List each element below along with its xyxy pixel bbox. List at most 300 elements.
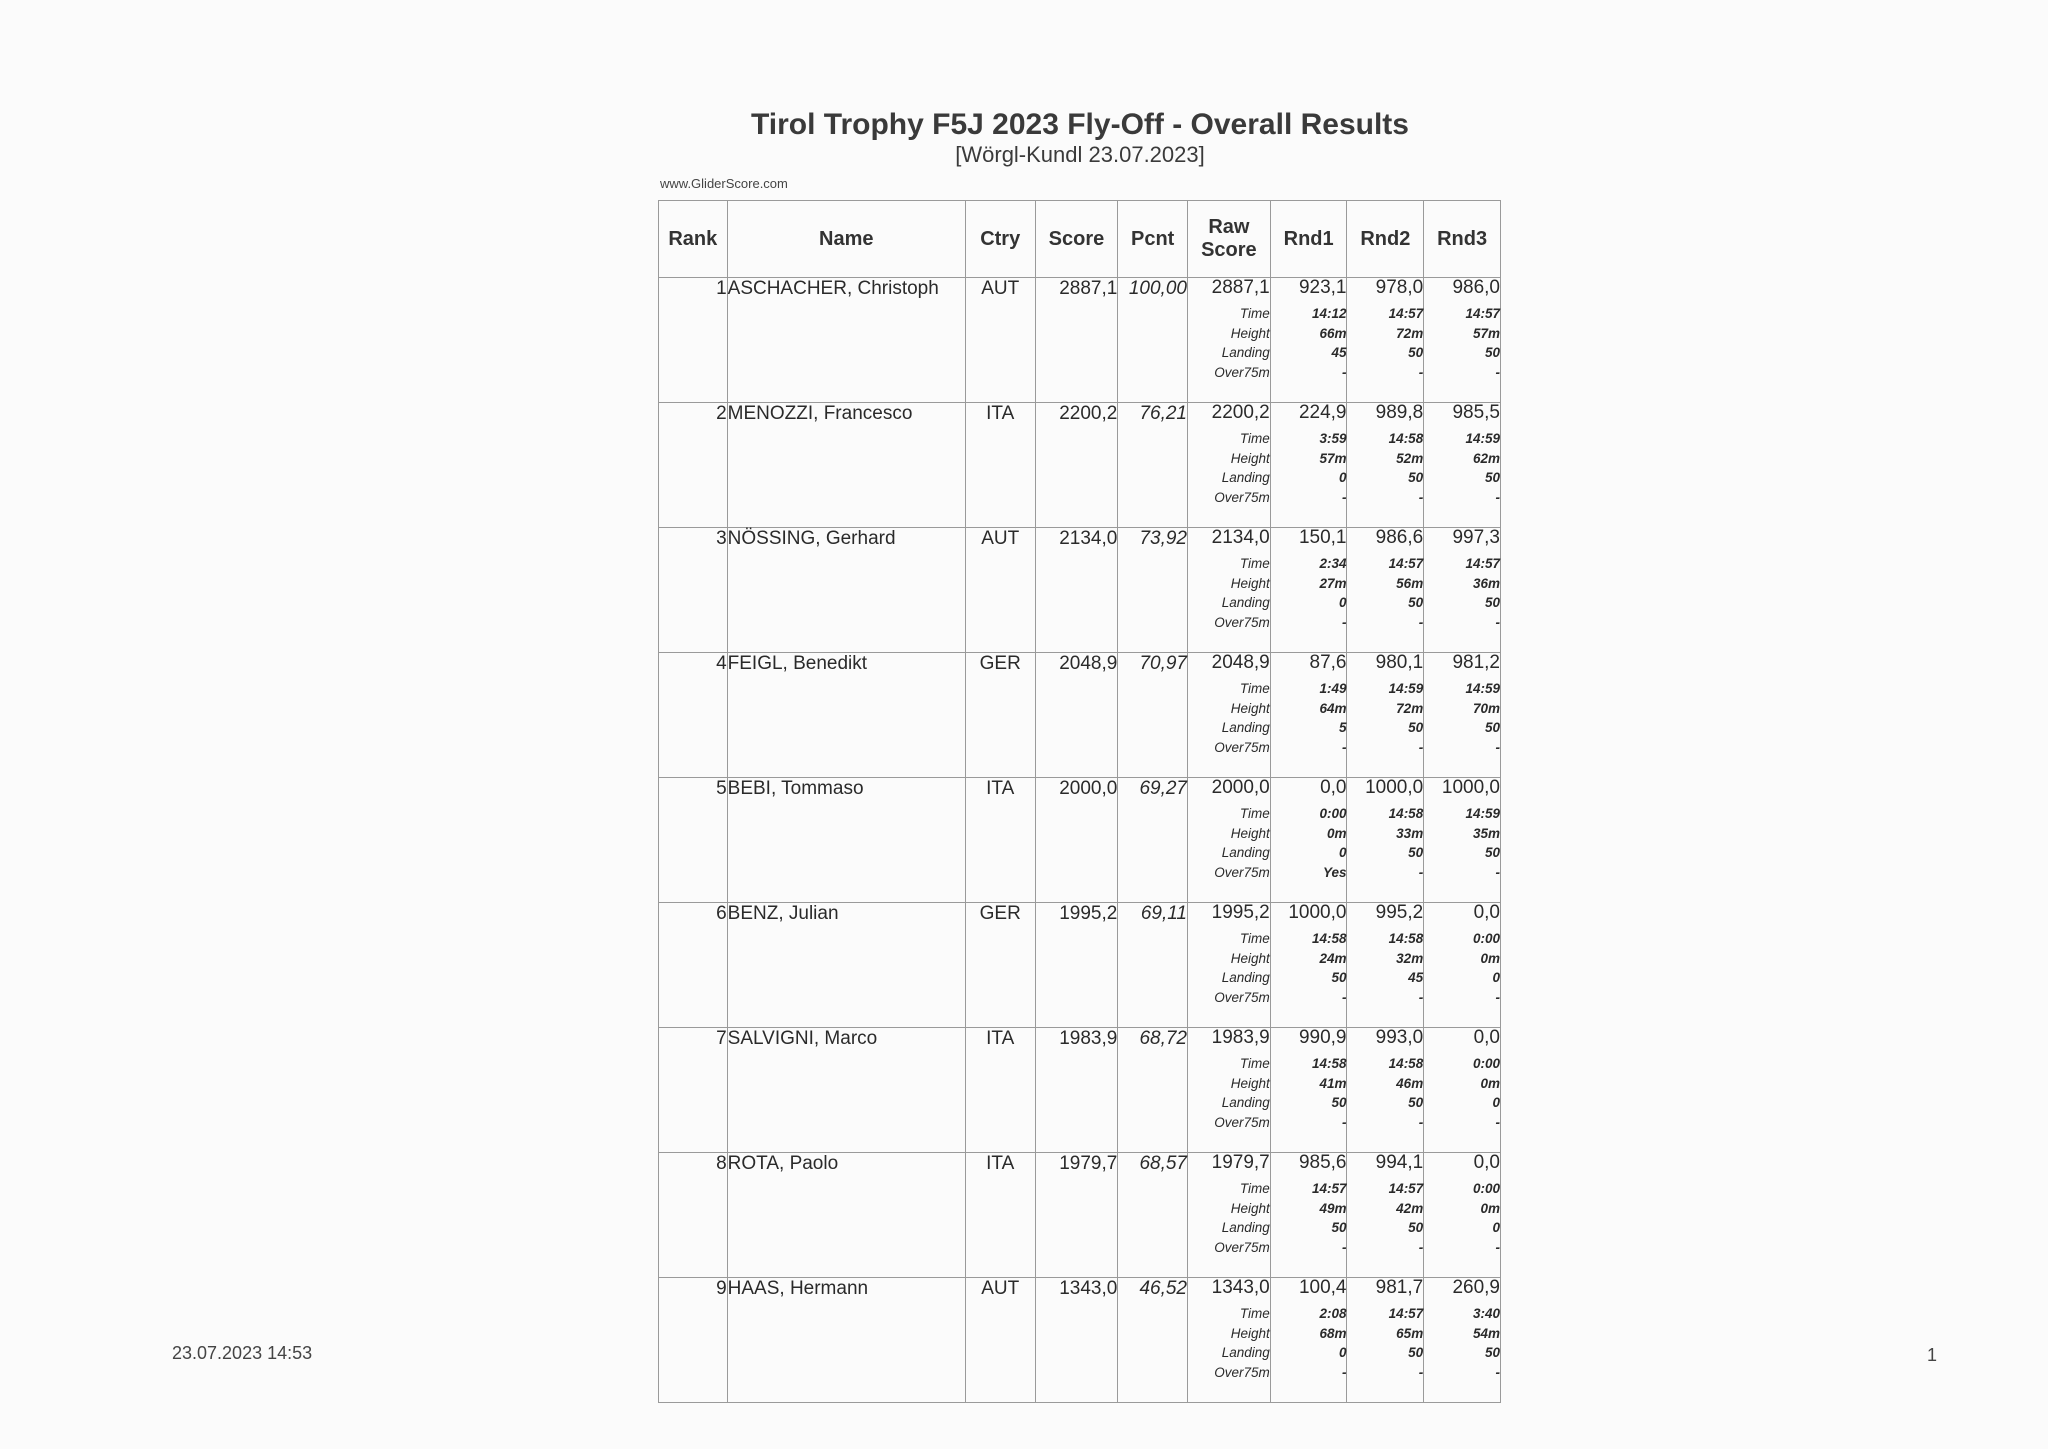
- round-landing: 50: [1408, 595, 1424, 610]
- cell-name: ASCHACHER, Christoph: [727, 278, 965, 403]
- round-details: [1424, 1054, 1500, 1132]
- round-over75m: -: [1418, 489, 1424, 505]
- raw-score-value: 1979,7: [1211, 1152, 1270, 1173]
- cell-rnd2: [1347, 1028, 1424, 1153]
- round-details: [1347, 679, 1423, 757]
- round-time: 14:57: [1388, 1181, 1424, 1196]
- label-time: Time: [1239, 1306, 1270, 1321]
- cell-score: 2048,9: [1035, 653, 1118, 778]
- label-time: Time: [1239, 931, 1270, 946]
- sub-labels: [1188, 554, 1270, 632]
- cell-rnd2: [1347, 653, 1424, 778]
- round-details: [1347, 554, 1423, 632]
- round-landing: 50: [1408, 1095, 1424, 1110]
- round-height: 64m: [1319, 700, 1347, 716]
- cell-raw-score: [1187, 528, 1270, 653]
- header-raw-score: [1187, 201, 1270, 278]
- header-ctry: Ctry: [965, 201, 1035, 278]
- round-score: 978,0: [1375, 277, 1424, 298]
- cell-rnd1: [1270, 1278, 1347, 1403]
- round-details: [1347, 1179, 1423, 1257]
- round-time: 14:58: [1311, 931, 1347, 946]
- label-over75m: Over75m: [1214, 1364, 1270, 1380]
- header-rnd1: Rnd1: [1270, 201, 1347, 278]
- round-height: 36m: [1472, 575, 1500, 591]
- cell-rnd1: [1270, 778, 1347, 903]
- cell-rank: 7: [659, 1028, 728, 1153]
- header-rnd2: Rnd2: [1347, 201, 1424, 278]
- raw-score-value: 1995,2: [1211, 902, 1270, 923]
- table-row: [659, 778, 1501, 903]
- print-date: 23.07.2023 14:53: [172, 1343, 313, 1363]
- label-time: Time: [1239, 1056, 1270, 1071]
- label-height: Height: [1230, 325, 1270, 341]
- round-over75m: -: [1495, 614, 1500, 630]
- table-row: [659, 1278, 1501, 1403]
- round-landing: 45: [1408, 970, 1424, 985]
- cell-rnd1: [1270, 1153, 1347, 1278]
- round-time: 14:57: [1388, 306, 1424, 321]
- round-score: 1000,0: [1365, 777, 1424, 798]
- page-title: Tirol Trophy F5J 2023 Fly-Off - Overall Results: [751, 108, 1409, 141]
- cell-ctry: ITA: [965, 1028, 1035, 1153]
- cell-rnd2: [1347, 903, 1424, 1028]
- round-height: 33m: [1396, 825, 1424, 841]
- cell-rnd3: [1424, 903, 1501, 1028]
- label-time: Time: [1239, 806, 1270, 821]
- cell-name: BEBI, Tommaso: [727, 778, 965, 903]
- round-over75m: -: [1418, 1364, 1424, 1380]
- cell-raw-score: [1187, 653, 1270, 778]
- round-score: 260,9: [1452, 1277, 1500, 1298]
- round-landing: 50: [1331, 1095, 1347, 1110]
- round-time: 14:59: [1465, 681, 1500, 696]
- label-time: Time: [1239, 556, 1270, 571]
- cell-rnd2: [1347, 778, 1424, 903]
- round-time: 14:58: [1388, 431, 1424, 446]
- round-score: 0,0: [1473, 1027, 1500, 1048]
- round-height: 42m: [1396, 1200, 1424, 1216]
- label-over75m: Over75m: [1214, 739, 1270, 755]
- cell-rnd1: [1270, 278, 1347, 403]
- cell-rnd2: [1347, 528, 1424, 653]
- round-score: 986,6: [1375, 527, 1424, 548]
- cell-name: BENZ, Julian: [727, 903, 965, 1028]
- label-height: Height: [1230, 450, 1270, 466]
- label-time: Time: [1239, 431, 1270, 446]
- cell-rnd3: [1424, 278, 1501, 403]
- round-landing: 0: [1492, 970, 1500, 985]
- round-score: 997,3: [1452, 527, 1500, 548]
- round-time: 2:08: [1319, 1306, 1347, 1321]
- table-row: [659, 653, 1501, 778]
- round-landing: 5: [1338, 720, 1347, 735]
- round-time: 14:57: [1388, 556, 1424, 571]
- label-over75m: Over75m: [1214, 1114, 1270, 1130]
- round-time: 0:00: [1319, 806, 1347, 821]
- cell-ctry: GER: [965, 903, 1035, 1028]
- cell-rank: 5: [659, 778, 728, 903]
- cell-raw-score: [1187, 403, 1270, 528]
- cell-raw-score: [1187, 1278, 1270, 1403]
- label-over75m: Over75m: [1214, 1239, 1270, 1255]
- cell-score: 2000,0: [1035, 778, 1118, 903]
- round-time: 14:57: [1311, 1181, 1347, 1196]
- round-over75m: -: [1341, 1364, 1347, 1380]
- raw-score-value: 1983,9: [1211, 1027, 1270, 1048]
- header-rank: Rank: [659, 201, 728, 278]
- round-landing: 45: [1331, 345, 1347, 360]
- cell-pcnt: 73,92: [1118, 528, 1188, 653]
- round-height: 56m: [1396, 575, 1424, 591]
- round-over75m: -: [1495, 1114, 1500, 1130]
- round-height: 52m: [1396, 450, 1424, 466]
- round-time: 3:59: [1319, 431, 1347, 446]
- round-landing: 0: [1338, 470, 1347, 485]
- cell-rank: 3: [659, 528, 728, 653]
- round-details: [1347, 304, 1423, 382]
- label-landing: Landing: [1221, 845, 1270, 860]
- label-height: Height: [1230, 1200, 1270, 1216]
- cell-rnd3: [1424, 528, 1501, 653]
- results-table: [658, 200, 1501, 1403]
- round-landing: 50: [1484, 845, 1500, 860]
- header-raw-line1: Raw: [1208, 216, 1250, 238]
- round-height: 54m: [1472, 1325, 1500, 1341]
- round-score: 995,2: [1375, 902, 1424, 923]
- cell-pcnt: 46,52: [1118, 1278, 1188, 1403]
- label-height: Height: [1230, 1075, 1270, 1091]
- round-over75m: -: [1341, 364, 1347, 380]
- round-score: 980,1: [1375, 652, 1424, 673]
- sub-labels: [1188, 1179, 1270, 1257]
- label-landing: Landing: [1221, 595, 1270, 610]
- round-time: 14:59: [1465, 431, 1500, 446]
- round-height: 46m: [1396, 1075, 1424, 1091]
- label-height: Height: [1230, 825, 1270, 841]
- raw-score-value: 2200,2: [1211, 402, 1270, 423]
- cell-raw-score: [1187, 778, 1270, 903]
- round-score: 989,8: [1375, 402, 1424, 423]
- round-over75m: -: [1341, 1239, 1347, 1255]
- round-landing: 0: [1338, 1345, 1347, 1360]
- cell-rnd2: [1347, 403, 1424, 528]
- round-details: [1347, 429, 1423, 507]
- label-landing: Landing: [1221, 970, 1270, 985]
- cell-score: 2134,0: [1035, 528, 1118, 653]
- round-time: 0:00: [1472, 1056, 1500, 1071]
- round-details: [1271, 1054, 1347, 1132]
- round-details: [1424, 1179, 1500, 1257]
- cell-pcnt: 69,11: [1118, 903, 1188, 1028]
- round-time: 14:12: [1311, 306, 1347, 321]
- header-pcnt: Pcnt: [1118, 201, 1188, 278]
- label-height: Height: [1230, 575, 1270, 591]
- cell-pcnt: 68,57: [1118, 1153, 1188, 1278]
- round-over75m: -: [1418, 864, 1424, 880]
- cell-rnd3: [1424, 1278, 1501, 1403]
- round-over75m: -: [1418, 364, 1424, 380]
- round-over75m: -: [1341, 614, 1347, 630]
- cell-ctry: AUT: [965, 278, 1035, 403]
- round-height: 0m: [1326, 825, 1347, 841]
- label-height: Height: [1230, 950, 1270, 966]
- table-row: [659, 1028, 1501, 1153]
- round-details: [1271, 554, 1347, 632]
- cell-pcnt: 76,21: [1118, 403, 1188, 528]
- cell-rnd3: [1424, 403, 1501, 528]
- round-landing: 50: [1408, 720, 1424, 735]
- label-over75m: Over75m: [1214, 489, 1270, 505]
- round-height: 0m: [1480, 1200, 1500, 1216]
- label-landing: Landing: [1221, 470, 1270, 485]
- raw-score-value: 1343,0: [1211, 1277, 1270, 1298]
- cell-rank: 4: [659, 653, 728, 778]
- round-over75m: -: [1495, 864, 1500, 880]
- cell-score: 1983,9: [1035, 1028, 1118, 1153]
- round-over75m: -: [1341, 1114, 1347, 1130]
- label-over75m: Over75m: [1214, 614, 1270, 630]
- cell-ctry: GER: [965, 653, 1035, 778]
- round-over75m: -: [1341, 489, 1347, 505]
- round-over75m: -: [1495, 364, 1500, 380]
- label-over75m: Over75m: [1214, 989, 1270, 1005]
- cell-score: 1343,0: [1035, 1278, 1118, 1403]
- round-score: 1000,0: [1288, 902, 1347, 923]
- round-height: 72m: [1396, 325, 1424, 341]
- raw-score-value: 2887,1: [1211, 277, 1270, 298]
- round-score: 990,9: [1298, 1027, 1347, 1048]
- cell-rnd2: [1347, 1153, 1424, 1278]
- round-time: 0:00: [1472, 1181, 1500, 1196]
- round-details: [1424, 929, 1500, 1007]
- header-rnd3: Rnd3: [1424, 201, 1501, 278]
- cell-raw-score: [1187, 1153, 1270, 1278]
- cell-ctry: AUT: [965, 1278, 1035, 1403]
- label-time: Time: [1239, 1181, 1270, 1196]
- label-over75m: Over75m: [1214, 364, 1270, 380]
- round-time: 14:58: [1388, 931, 1424, 946]
- round-time: 14:57: [1465, 306, 1500, 321]
- round-height: 57m: [1472, 325, 1500, 341]
- cell-score: 1979,7: [1035, 1153, 1118, 1278]
- label-time: Time: [1239, 681, 1270, 696]
- round-time: 14:58: [1388, 1056, 1424, 1071]
- sub-labels: [1188, 804, 1270, 882]
- round-details: [1347, 929, 1423, 1007]
- cell-raw-score: [1187, 278, 1270, 403]
- round-details: [1271, 1179, 1347, 1257]
- cell-rnd1: [1270, 528, 1347, 653]
- round-over75m: -: [1495, 1239, 1500, 1255]
- cell-name: SALVIGNI, Marco: [727, 1028, 965, 1153]
- label-height: Height: [1230, 1325, 1270, 1341]
- round-landing: 50: [1408, 345, 1424, 360]
- round-score: 0,0: [1320, 777, 1347, 798]
- round-details: [1347, 1054, 1423, 1132]
- round-over75m: -: [1341, 739, 1347, 755]
- round-over75m: -: [1495, 739, 1500, 755]
- cell-pcnt: 70,97: [1118, 653, 1188, 778]
- label-height: Height: [1230, 700, 1270, 716]
- cell-rank: 1: [659, 278, 728, 403]
- round-over75m: -: [1341, 989, 1347, 1005]
- round-landing: 0: [1492, 1095, 1500, 1110]
- round-height: 49m: [1319, 1200, 1347, 1216]
- cell-raw-score: [1187, 903, 1270, 1028]
- page-number: 1: [1927, 1345, 1938, 1365]
- table-body: [659, 278, 1501, 1403]
- round-height: 27m: [1319, 575, 1347, 591]
- round-details: [1347, 1304, 1423, 1382]
- round-score: 994,1: [1375, 1152, 1424, 1173]
- round-score: 224,9: [1298, 402, 1347, 423]
- cell-rnd2: [1347, 1278, 1424, 1403]
- table-header-row: [659, 201, 1501, 278]
- round-height: 32m: [1396, 950, 1424, 966]
- cell-rank: 6: [659, 903, 728, 1028]
- round-landing: 50: [1484, 720, 1500, 735]
- round-score: 985,6: [1298, 1152, 1347, 1173]
- round-details: [1271, 929, 1347, 1007]
- round-over75m: -: [1495, 989, 1500, 1005]
- round-time: 14:59: [1388, 681, 1424, 696]
- round-height: 41m: [1319, 1075, 1347, 1091]
- cell-name: FEIGL, Benedikt: [727, 653, 965, 778]
- cell-pcnt: 68,72: [1118, 1028, 1188, 1153]
- cell-rnd1: [1270, 653, 1347, 778]
- round-time: 1:49: [1319, 681, 1347, 696]
- cell-rnd1: [1270, 403, 1347, 528]
- round-time: 0:00: [1472, 931, 1500, 946]
- round-height: 65m: [1396, 1325, 1424, 1341]
- cell-rnd3: [1424, 653, 1501, 778]
- sub-labels: [1188, 679, 1270, 757]
- round-height: 70m: [1472, 700, 1500, 716]
- cell-score: 2887,1: [1035, 278, 1118, 403]
- round-landing: 50: [1331, 1220, 1347, 1235]
- header-name: Name: [727, 201, 965, 278]
- label-landing: Landing: [1221, 1345, 1270, 1360]
- round-score: 1000,0: [1441, 777, 1500, 798]
- round-score: 981,2: [1452, 652, 1500, 673]
- round-details: [1271, 1304, 1347, 1382]
- cell-rank: 2: [659, 403, 728, 528]
- sub-labels: [1188, 929, 1270, 1007]
- round-score: 150,1: [1298, 527, 1347, 548]
- site-link: www.GliderScore.com: [660, 176, 788, 191]
- round-details: [1271, 429, 1347, 507]
- raw-score-value: 2134,0: [1211, 527, 1270, 548]
- round-details: [1424, 304, 1500, 382]
- round-details: [1424, 679, 1500, 757]
- round-score: 981,7: [1375, 1277, 1424, 1298]
- round-landing: 0: [1338, 845, 1347, 860]
- round-details: [1424, 804, 1500, 882]
- round-over75m: Yes: [1322, 864, 1347, 880]
- table-row: [659, 528, 1501, 653]
- header-score: Score: [1035, 201, 1118, 278]
- round-over75m: -: [1418, 739, 1424, 755]
- round-height: 24m: [1319, 950, 1347, 966]
- cell-raw-score: [1187, 1028, 1270, 1153]
- round-details: [1347, 804, 1423, 882]
- cell-ctry: ITA: [965, 778, 1035, 903]
- round-details: [1424, 554, 1500, 632]
- cell-name: HAAS, Hermann: [727, 1278, 965, 1403]
- table-row: [659, 403, 1501, 528]
- table-row: [659, 278, 1501, 403]
- round-details: [1271, 304, 1347, 382]
- round-height: 68m: [1319, 1325, 1347, 1341]
- header-raw-line2: Score: [1201, 239, 1257, 261]
- round-landing: 50: [1408, 1220, 1424, 1235]
- cell-rnd3: [1424, 1028, 1501, 1153]
- cell-name: NÖSSING, Gerhard: [727, 528, 965, 653]
- round-over75m: -: [1418, 1239, 1424, 1255]
- round-landing: 50: [1484, 1345, 1500, 1360]
- sub-labels: [1188, 429, 1270, 507]
- round-time: 14:57: [1388, 1306, 1424, 1321]
- round-time: 2:34: [1319, 556, 1347, 571]
- table-row: [659, 903, 1501, 1028]
- round-score: 100,4: [1298, 1277, 1347, 1298]
- round-time: 14:59: [1465, 806, 1500, 821]
- round-height: 0m: [1480, 950, 1500, 966]
- label-time: Time: [1239, 306, 1270, 321]
- raw-score-value: 2000,0: [1211, 777, 1270, 798]
- raw-score-value: 2048,9: [1211, 652, 1270, 673]
- cell-ctry: ITA: [965, 1153, 1035, 1278]
- round-score: 0,0: [1473, 902, 1500, 923]
- round-over75m: -: [1418, 1114, 1424, 1130]
- cell-rnd1: [1270, 903, 1347, 1028]
- sub-labels: [1188, 304, 1270, 382]
- round-landing: 0: [1338, 595, 1347, 610]
- round-height: 0m: [1480, 1075, 1500, 1091]
- cell-name: MENOZZI, Francesco: [727, 403, 965, 528]
- round-details: [1271, 679, 1347, 757]
- round-height: 35m: [1472, 825, 1500, 841]
- round-time: 14:58: [1388, 806, 1424, 821]
- round-landing: 0: [1492, 1220, 1500, 1235]
- round-landing: 50: [1408, 470, 1424, 485]
- cell-rank: 8: [659, 1153, 728, 1278]
- round-score: 923,1: [1298, 277, 1347, 298]
- round-height: 72m: [1396, 700, 1424, 716]
- round-over75m: -: [1418, 614, 1424, 630]
- round-height: 66m: [1319, 325, 1347, 341]
- label-landing: Landing: [1221, 720, 1270, 735]
- label-landing: Landing: [1221, 345, 1270, 360]
- round-details: [1271, 804, 1347, 882]
- round-landing: 50: [1408, 845, 1424, 860]
- label-landing: Landing: [1221, 1220, 1270, 1235]
- round-time: 3:40: [1472, 1306, 1500, 1321]
- round-height: 62m: [1472, 450, 1500, 466]
- cell-rnd3: [1424, 1153, 1501, 1278]
- label-over75m: Over75m: [1214, 864, 1270, 880]
- table-row: [659, 1153, 1501, 1278]
- round-over75m: -: [1495, 489, 1500, 505]
- cell-name: ROTA, Paolo: [727, 1153, 965, 1278]
- round-landing: 50: [1484, 470, 1500, 485]
- label-landing: Landing: [1221, 1095, 1270, 1110]
- cell-rnd3: [1424, 778, 1501, 903]
- round-height: 57m: [1319, 450, 1347, 466]
- round-details: [1424, 429, 1500, 507]
- cell-score: 1995,2: [1035, 903, 1118, 1028]
